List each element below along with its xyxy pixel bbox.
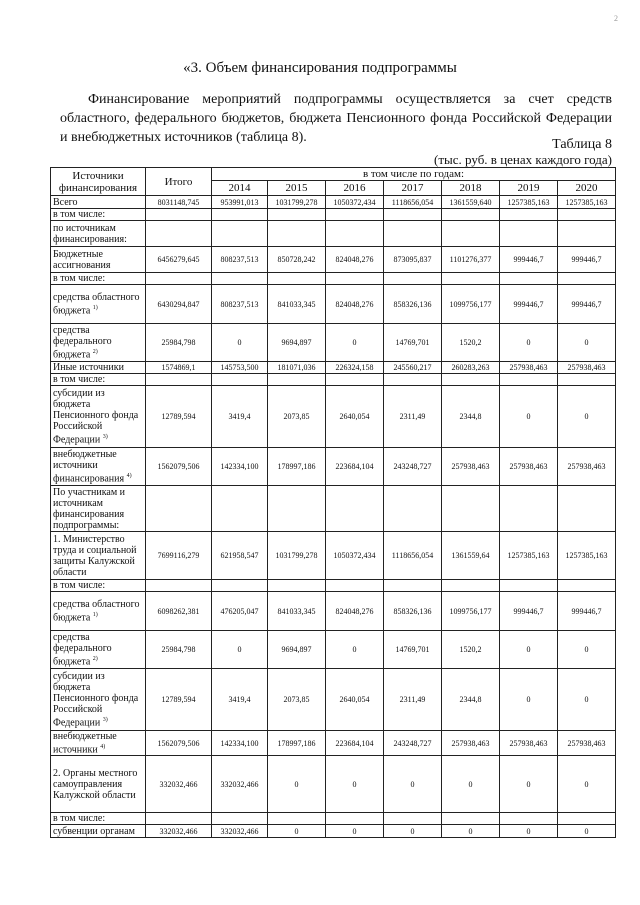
row-label: в том числе:: [51, 813, 146, 825]
cell-year-value: [268, 273, 326, 285]
header-year: 2019: [500, 181, 558, 196]
cell-year-value: [326, 813, 384, 825]
cell-year-value: [558, 374, 616, 386]
cell-year-value: 257938,463: [558, 731, 616, 756]
cell-year-value: 260283,263: [442, 362, 500, 374]
row-label: внебюджетные источники финансирования $^{4)}$: [51, 448, 146, 486]
cell-year-value: 257938,463: [500, 448, 558, 486]
cell-total: [146, 580, 212, 592]
cell-year-value: 0: [558, 669, 616, 731]
table-row: [51, 221, 616, 247]
table-row: [51, 580, 616, 592]
cell-year-value: 2311,49: [384, 669, 442, 731]
cell-year-value: 9694,897: [268, 631, 326, 669]
table-row: [51, 285, 616, 324]
row-label: внебюджетные источники $^{4)}$: [51, 731, 146, 756]
cell-year-value: 2344,8: [442, 386, 500, 448]
cell-total: [146, 273, 212, 285]
cell-year-value: 0: [500, 386, 558, 448]
cell-year-value: 0: [326, 631, 384, 669]
table-row: [51, 209, 616, 221]
cell-year-value: [442, 273, 500, 285]
cell-year-value: [384, 486, 442, 532]
cell-year-value: 999446,7: [500, 285, 558, 324]
table-row: [51, 486, 616, 532]
cell-year-value: 145753,500: [212, 362, 268, 374]
cell-total: [146, 209, 212, 221]
row-label: 2. Органы местного самоуправления Калужской области: [51, 756, 146, 813]
cell-total: 6430294,847: [146, 285, 212, 324]
cell-year-value: [442, 580, 500, 592]
cell-year-value: [212, 813, 268, 825]
cell-year-value: 257938,463: [442, 731, 500, 756]
table-row: [51, 324, 616, 362]
cell-year-value: 1118656,054: [384, 532, 442, 580]
cell-year-value: 3419,4: [212, 386, 268, 448]
cell-total: [146, 486, 212, 532]
financing-table: [50, 167, 616, 838]
table-row: [51, 247, 616, 273]
row-label: в том числе:: [51, 209, 146, 221]
cell-year-value: 0: [268, 756, 326, 813]
cell-year-value: 841033,345: [268, 592, 326, 631]
header-year: 2016: [326, 181, 384, 196]
cell-year-value: [442, 221, 500, 247]
cell-total: 332032,466: [146, 825, 212, 838]
cell-year-value: [384, 273, 442, 285]
cell-year-value: 1257385,163: [558, 532, 616, 580]
cell-year-value: [212, 209, 268, 221]
cell-year-value: [384, 374, 442, 386]
cell-year-value: [500, 486, 558, 532]
cell-year-value: [268, 486, 326, 532]
cell-year-value: 257938,463: [500, 362, 558, 374]
cell-total: 25984,798: [146, 631, 212, 669]
cell-year-value: 0: [442, 756, 500, 813]
table-number: Таблица 8: [552, 137, 612, 152]
cell-year-value: 243248,727: [384, 448, 442, 486]
cell-year-value: 178997,186: [268, 448, 326, 486]
cell-year-value: [268, 813, 326, 825]
row-label: средства областного бюджета $^{1)}$: [51, 285, 146, 324]
cell-year-value: 0: [326, 324, 384, 362]
cell-year-value: 0: [212, 631, 268, 669]
footnote-mark: 1): [92, 304, 98, 311]
cell-year-value: [500, 580, 558, 592]
row-label: средства федерального бюджета $^{2)}$: [51, 324, 146, 362]
footnote-mark: 3): [102, 433, 108, 440]
table-row: [51, 532, 616, 580]
cell-year-value: [442, 209, 500, 221]
row-label: по источникам финансирования:: [51, 221, 146, 247]
header-years-group: в том числе по годам:: [212, 168, 616, 181]
cell-year-value: 999446,7: [500, 592, 558, 631]
cell-year-value: [212, 374, 268, 386]
cell-year-value: 1361559,640: [442, 196, 500, 209]
cell-year-value: 245560,217: [384, 362, 442, 374]
cell-year-value: 0: [384, 825, 442, 838]
header-year: 2015: [268, 181, 326, 196]
cell-year-value: 14769,701: [384, 631, 442, 669]
cell-year-value: 223684,104: [326, 731, 384, 756]
cell-year-value: [500, 221, 558, 247]
cell-year-value: [326, 221, 384, 247]
row-label: 1. Министерство труда и социальной защиты Калужской области: [51, 532, 146, 580]
cell-year-value: 0: [500, 324, 558, 362]
cell-year-value: [326, 374, 384, 386]
cell-year-value: [500, 813, 558, 825]
table-row: [51, 386, 616, 448]
cell-year-value: 9694,897: [268, 324, 326, 362]
row-label: Бюджетные ассигнования: [51, 247, 146, 273]
cell-year-value: 1031799,278: [268, 196, 326, 209]
cell-year-value: 0: [384, 756, 442, 813]
cell-year-value: 1050372,434: [326, 532, 384, 580]
intro-paragraph: Финансирование мероприятий подпрограммы осуществляется за счет средств областного, федерального бюджетов, бюджета Пенсионного фонда Российской Федерации и внебюджетных источников (таблица 8).: [60, 92, 612, 145]
row-label: По участникам и источникам финансирования подпрограммы:: [51, 486, 146, 532]
cell-year-value: [268, 580, 326, 592]
cell-year-value: 178997,186: [268, 731, 326, 756]
cell-year-value: 142334,100: [212, 731, 268, 756]
cell-year-value: [268, 209, 326, 221]
cell-year-value: 0: [558, 756, 616, 813]
cell-year-value: [384, 221, 442, 247]
cell-year-value: [500, 273, 558, 285]
cell-year-value: [326, 580, 384, 592]
cell-year-value: 1257385,163: [500, 196, 558, 209]
cell-total: 332032,466: [146, 756, 212, 813]
cell-total: 6098262,381: [146, 592, 212, 631]
footnote-mark: 2): [92, 348, 98, 355]
header-year: 2014: [212, 181, 268, 196]
cell-year-value: 0: [500, 669, 558, 731]
cell-year-value: 0: [268, 825, 326, 838]
cell-year-value: 2344,8: [442, 669, 500, 731]
cell-total: [146, 813, 212, 825]
cell-year-value: 999446,7: [500, 247, 558, 273]
table-row: [51, 592, 616, 631]
cell-year-value: [558, 580, 616, 592]
cell-year-value: 841033,345: [268, 285, 326, 324]
cell-year-value: 858326,136: [384, 592, 442, 631]
cell-year-value: 999446,7: [558, 285, 616, 324]
cell-year-value: 2311,49: [384, 386, 442, 448]
row-label: в том числе:: [51, 580, 146, 592]
cell-year-value: 0: [500, 631, 558, 669]
cell-year-value: 243248,727: [384, 731, 442, 756]
cell-year-value: [212, 221, 268, 247]
cell-year-value: 257938,463: [500, 731, 558, 756]
cell-year-value: 999446,7: [558, 592, 616, 631]
cell-year-value: 953991,013: [212, 196, 268, 209]
row-label: средства областного бюджета $^{1)}$: [51, 592, 146, 631]
cell-year-value: [500, 374, 558, 386]
cell-year-value: 223684,104: [326, 448, 384, 486]
cell-year-value: [500, 209, 558, 221]
header-total: Итого: [146, 168, 212, 196]
footnote-mark: 4): [126, 472, 132, 479]
row-label: в том числе:: [51, 374, 146, 386]
cell-year-value: 1101276,377: [442, 247, 500, 273]
table-row: [51, 631, 616, 669]
cell-year-value: 1257385,163: [500, 532, 558, 580]
cell-total: 6456279,645: [146, 247, 212, 273]
header-source: Источники финансирования: [51, 168, 146, 196]
cell-total: 1574869,1: [146, 362, 212, 374]
table-row: [51, 813, 616, 825]
row-label: субсидии из бюджета Пенсионного фонда Российской Федерации $^{3)}$: [51, 386, 146, 448]
cell-year-value: [558, 813, 616, 825]
table-unit: (тыс. руб. в ценах каждого года): [434, 152, 612, 167]
cell-year-value: [384, 580, 442, 592]
cell-year-value: [384, 813, 442, 825]
cell-year-value: 0: [212, 324, 268, 362]
table-row: [51, 448, 616, 486]
cell-year-value: 332032,466: [212, 825, 268, 838]
cell-year-value: [558, 221, 616, 247]
cell-total: 8031148,745: [146, 196, 212, 209]
cell-total: 1562079,506: [146, 731, 212, 756]
cell-year-value: 332032,466: [212, 756, 268, 813]
cell-year-value: 0: [326, 825, 384, 838]
cell-year-value: 808237,513: [212, 247, 268, 273]
cell-year-value: 2640,054: [326, 669, 384, 731]
cell-year-value: 1050372,434: [326, 196, 384, 209]
footnote-mark: 2): [92, 655, 98, 662]
cell-year-value: 1031799,278: [268, 532, 326, 580]
cell-year-value: 1099756,177: [442, 285, 500, 324]
header-year: 2017: [384, 181, 442, 196]
cell-year-value: 999446,7: [558, 247, 616, 273]
cell-year-value: 621958,547: [212, 532, 268, 580]
cell-year-value: 824048,276: [326, 247, 384, 273]
cell-year-value: [442, 374, 500, 386]
cell-year-value: 181071,036: [268, 362, 326, 374]
cell-year-value: 257938,463: [558, 448, 616, 486]
row-label: Иные источники: [51, 362, 146, 374]
cell-year-value: 0: [558, 386, 616, 448]
cell-year-value: 1118656,054: [384, 196, 442, 209]
cell-year-value: 824048,276: [326, 285, 384, 324]
cell-year-value: 1520,2: [442, 324, 500, 362]
cell-year-value: 14769,701: [384, 324, 442, 362]
cell-year-value: [212, 486, 268, 532]
header-year: 2018: [442, 181, 500, 196]
table-row: [51, 669, 616, 731]
cell-year-value: [268, 374, 326, 386]
cell-total: [146, 221, 212, 247]
cell-year-value: [268, 221, 326, 247]
footnote-mark: 1): [92, 611, 98, 618]
cell-year-value: 2073,85: [268, 386, 326, 448]
footnote-mark: 4): [100, 744, 106, 750]
cell-year-value: 0: [500, 756, 558, 813]
cell-year-value: 2640,054: [326, 386, 384, 448]
table-row: [51, 362, 616, 374]
table-row: [51, 825, 616, 838]
header-year: 2020: [558, 181, 616, 196]
cell-year-value: 0: [558, 825, 616, 838]
footnote-mark: 3): [102, 716, 108, 723]
cell-year-value: [442, 813, 500, 825]
cell-year-value: 850728,242: [268, 247, 326, 273]
cell-year-value: [326, 273, 384, 285]
section-heading: «3. Объем финансирования подпрограммы: [183, 60, 457, 76]
table-row: [51, 273, 616, 285]
cell-year-value: [212, 273, 268, 285]
row-label: субсидии из бюджета Пенсионного фонда Российской Федерации $^{3)}$: [51, 669, 146, 731]
cell-total: 12789,594: [146, 386, 212, 448]
table-row: [51, 731, 616, 756]
cell-year-value: 0: [558, 631, 616, 669]
cell-year-value: 0: [442, 825, 500, 838]
cell-year-value: 1099756,177: [442, 592, 500, 631]
cell-year-value: 0: [500, 825, 558, 838]
cell-year-value: [326, 209, 384, 221]
cell-year-value: 226324,158: [326, 362, 384, 374]
cell-year-value: [384, 209, 442, 221]
row-label: Всего: [51, 196, 146, 209]
cell-year-value: 824048,276: [326, 592, 384, 631]
cell-year-value: 476205,047: [212, 592, 268, 631]
cell-year-value: 142334,100: [212, 448, 268, 486]
table-row: [51, 196, 616, 209]
cell-year-value: [442, 486, 500, 532]
cell-year-value: 1520,2: [442, 631, 500, 669]
cell-year-value: 257938,463: [558, 362, 616, 374]
cell-year-value: 858326,136: [384, 285, 442, 324]
cell-total: [146, 374, 212, 386]
table-row: [51, 374, 616, 386]
cell-total: 12789,594: [146, 669, 212, 731]
cell-total: 7699116,279: [146, 532, 212, 580]
row-label: средства федерального бюджета $^{2)}$: [51, 631, 146, 669]
cell-year-value: [558, 486, 616, 532]
cell-total: 1562079,506: [146, 448, 212, 486]
cell-total: 25984,798: [146, 324, 212, 362]
cell-year-value: 0: [558, 324, 616, 362]
cell-year-value: [558, 273, 616, 285]
cell-year-value: 257938,463: [442, 448, 500, 486]
cell-year-value: 2073,85: [268, 669, 326, 731]
page-mark: 2: [614, 14, 618, 23]
table-row: [51, 756, 616, 813]
cell-year-value: 1361559,64: [442, 532, 500, 580]
cell-year-value: 1257385,163: [558, 196, 616, 209]
cell-year-value: [212, 580, 268, 592]
cell-year-value: 808237,513: [212, 285, 268, 324]
cell-year-value: [326, 486, 384, 532]
row-label: в том числе:: [51, 273, 146, 285]
row-label: субвенции органам: [51, 825, 146, 838]
cell-year-value: 873095,837: [384, 247, 442, 273]
cell-year-value: 3419,4: [212, 669, 268, 731]
cell-year-value: 0: [326, 756, 384, 813]
cell-year-value: [558, 209, 616, 221]
